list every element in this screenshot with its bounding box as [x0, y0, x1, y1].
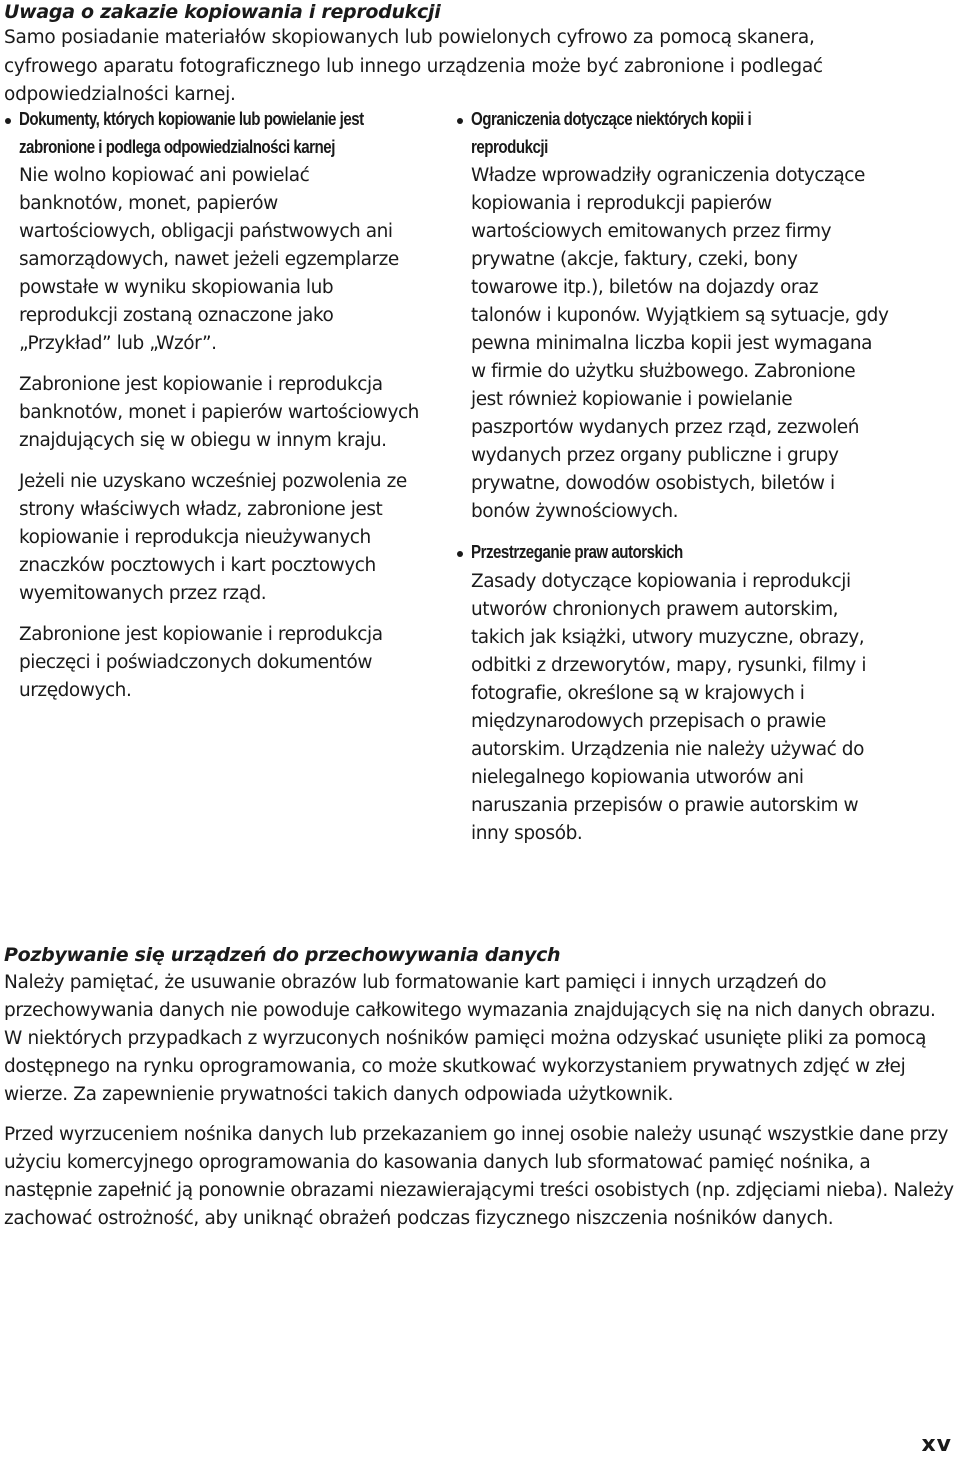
copy-limits-heading: Ograniczenia dotyczące niektórych kopii i reprodukcji	[471, 109, 752, 157]
prohibited-paragraph-3: Jeżeli nie uzyskano wcześniej pozwolenia ze strony właściwych władz, zabronione jest kopiowanie i reprodukcja nieużywanych znaczków pocztowych i kart pocztowych wyemitowanych przez rząd.	[19, 471, 407, 604]
bullet-icon	[457, 118, 463, 124]
bullet-icon	[457, 551, 463, 557]
copyright-block	[457, 539, 892, 848]
copyright-paragraph: Zasady dotyczące kopiowania i reprodukcji utworów chronionych prawem autorskim, takich jak książki, utwory muzyczne, obrazy, odbitki z drzeworytów, mapy, rysunki, filmy i fotografie, określone są w krajowych i międzynarodowych przepisach o prawie autorskim. Urządzenia nie należy używać do nielegalnego kopiowania utworów ani naruszania przepisów o prawie autorskim w inny sposób.	[471, 570, 867, 844]
copy-limits-block	[457, 106, 892, 526]
prohibited-paragraph-4: Zabronione jest kopiowanie i reprodukcja pieczęci i poświadczonych dokumentów urzędowych.	[19, 624, 383, 701]
copyright-heading: Przestrzeganie praw autorskich	[471, 542, 683, 562]
prohibited-documents-block	[5, 106, 435, 705]
data-disposal-section	[0, 943, 960, 1245]
data-disposal-paragraph-2: Przed wyrzuceniem nośnika danych lub przekazaniem go innej osobie należy usunąć wszystkie dane przy użyciu komercyjnego oprogramowania do kasowania danych lub sformatować pamięć nośnika, a następnie zapełnić ją ponownie obrazami niezawierającymi treści osobistych (np. zdjęciami nieba). Należy zachować ostrożność, aby uniknąć obrażeń podczas fizycznego niszczenia nośników danych.	[4, 1124, 954, 1229]
copy-notice-section	[4, 0, 934, 110]
page-number: xv	[921, 1432, 952, 1457]
data-disposal-paragraph-1: Należy pamiętać, że usuwanie obrazów lub formatowanie kart pamięci i innych urządzeń do przechowywania danych nie powoduje całkowitego wymazania znajdujących się na nich danych obrazu. W niektórych przypadkach z wyrzuconych nośników pamięci można odzyskać usunięte pliki za pomocą dostępnego na rynku oprogramowania, co może skutkować wykorzystaniem prywatnych zdjęć w złej wierze. Za zapewnienie prywatności takich danych odpowiada użytkownik.	[4, 972, 936, 1105]
prohibited-paragraph-2: Zabronione jest kopiowanie i reprodukcja banknotów, monet i papierów wartościowych znajdujących się w obiegu w innym kraju.	[19, 374, 419, 451]
right-column	[457, 106, 892, 861]
copy-limits-paragraph: Władze wprowadziły ograniczenia dotyczące kopiowania i reprodukcji papierów wartościowych emitowanych przez firmy prywatne (akcje, faktury, czeki, bony towarowe itp.), biletów na dojazdy oraz talonów i kuponów. Wyjątkiem są sytuacje, gdy pewna minimalna liczba kopii jest wymagana w firmie do użytku służbowego. Zabronione jest również kopiowanie i powielanie paszportów wydanych przez rząd, zezwoleń wydanych przez organy publiczne i grupy prywatne, dowodów osobistych, biletów i bonów żywnościowych.	[471, 165, 889, 522]
copy-notice-title: Uwaga o zakazie kopiowania i reprodukcji	[4, 1, 441, 23]
left-column	[5, 106, 435, 718]
prohibited-paragraph-1: Nie wolno kopiować ani powielać banknotów, monet, papierów wartościowych, obligacji państwowych ani samorządowych, nawet jeżeli egzemplarze powstałe w wyniku skopiowania lub reprodukcji zostaną oznaczone jako „Przykład” lub „Wzór”.	[19, 165, 399, 354]
prohibited-documents-heading: Dokumenty, których kopiowanie lub powielanie jest zabronione i podlega odpowiedzialności karnej	[19, 109, 364, 157]
copy-notice-intro: Samo posiadanie materiałów skopiowanych lub powielonych cyfrowo za pomocą skanera, cyfrowego aparatu fotograficznego lub innego urządzenia może być zabronione i podlegać odpowiedzialności karnej.	[4, 27, 823, 105]
data-disposal-title: Pozbywanie się urządzeń do przechowywania danych	[4, 944, 561, 966]
bullet-icon	[5, 118, 11, 124]
